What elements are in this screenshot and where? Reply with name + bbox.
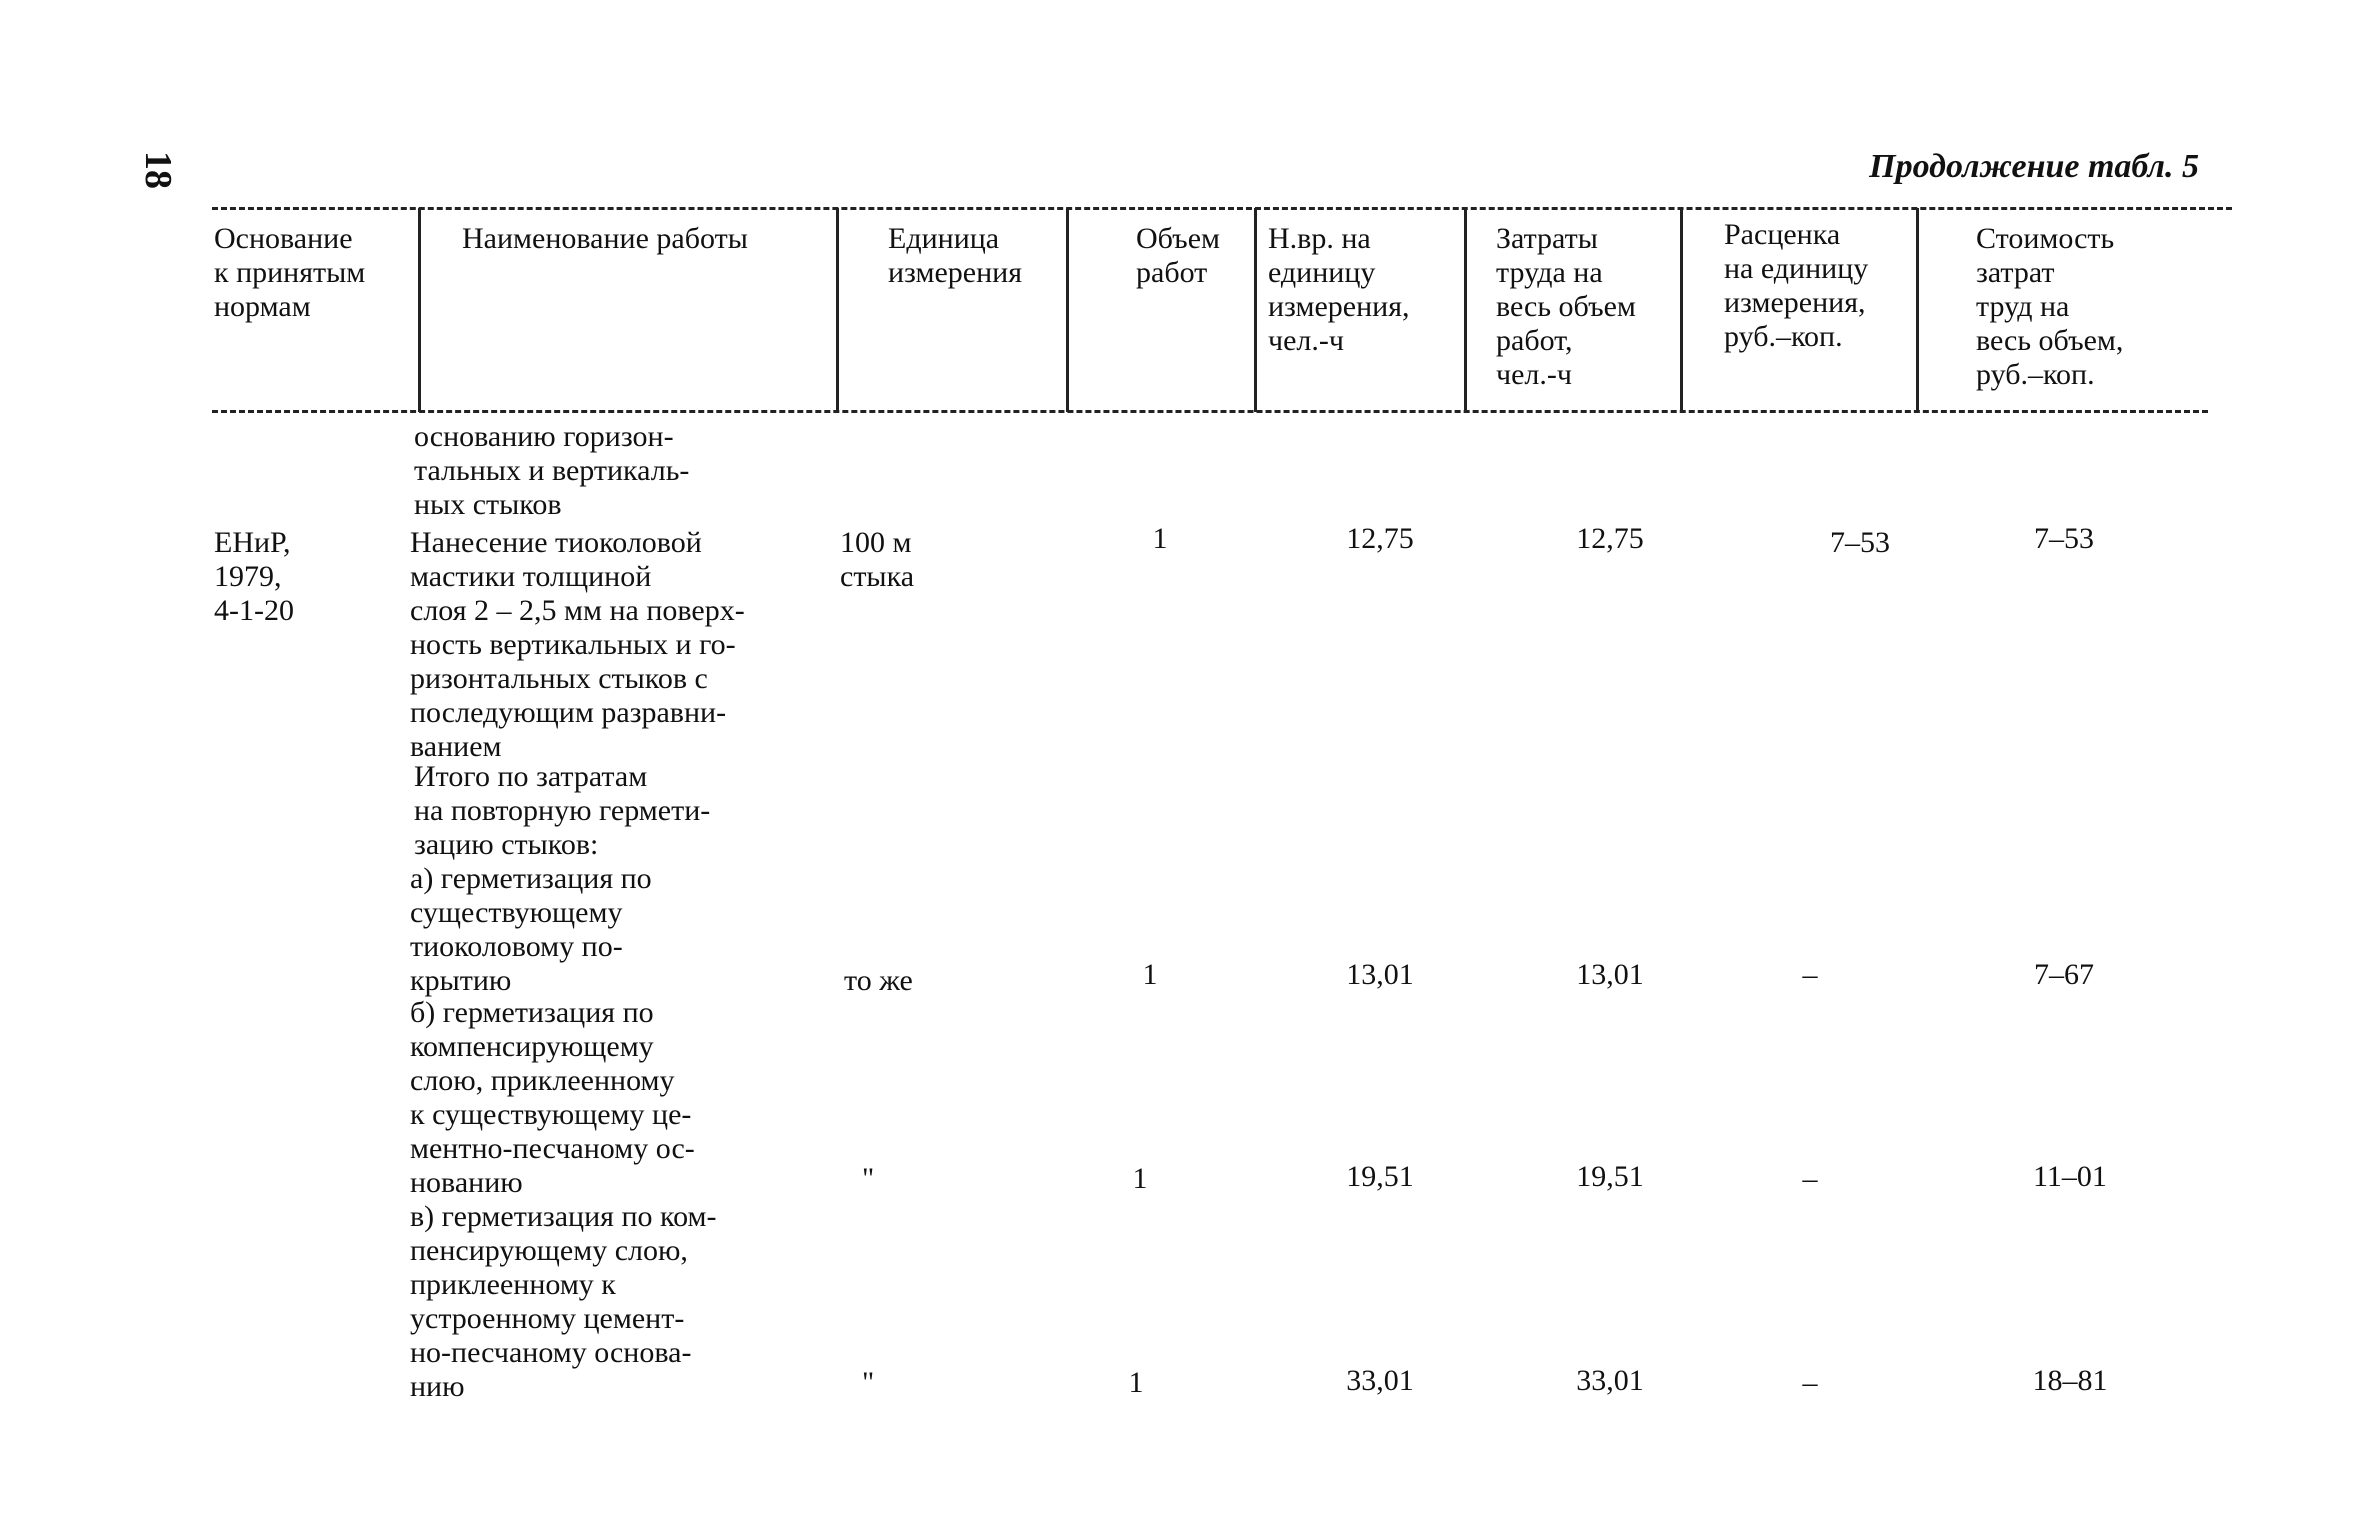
- item-cost: 11–01: [2033, 1160, 2107, 1193]
- column-divider: [1680, 208, 1683, 412]
- header-norm: Н.вр. на единицу измерения, чел.-ч: [1268, 222, 1410, 357]
- item-name: в) герметизация по ком- пенсирующему слою, приклеенному к устроенному цемент- но-песчаному основа- нию: [410, 1200, 717, 1403]
- row-unit: 100 м стыка: [840, 526, 915, 593]
- item-rate: –: [1802, 958, 1818, 991]
- continued-text: основанию горизон- тальных и вертикаль- ных стыков: [414, 420, 690, 521]
- row-basis: ЕНиР, 1979, 4-1-20: [214, 526, 294, 627]
- item-norm: 13,01: [1346, 958, 1414, 991]
- total-heading: Итого по затратам на повторную гермети- зацию стыков:: [414, 760, 711, 861]
- column-divider: [1916, 208, 1919, 412]
- item-unit: ": [862, 1366, 875, 1399]
- header-cost: Стоимость затрат труд на весь объем, руб.–коп.: [1976, 222, 2124, 391]
- row-work-name: Нанесение тиоколовой мастики толщиной слоя 2 – 2,5 мм на поверх- ность вертикальных и го- ризонтальных стыков с последующим разравни- ванием: [410, 526, 745, 763]
- row-labor: 12,75: [1576, 522, 1644, 555]
- item-name: а) герметизация по существующему тиоколовому по- крытию: [410, 862, 652, 997]
- header-labor: Затраты труда на весь объем работ, чел.-ч: [1496, 222, 1636, 391]
- item-rate: –: [1802, 1366, 1818, 1399]
- row-volume: 1: [1152, 522, 1168, 555]
- column-divider: [1254, 208, 1257, 412]
- row-rate: 7–53: [1830, 526, 1890, 559]
- item-rate: –: [1802, 1162, 1818, 1195]
- table-top-rule: [212, 207, 2232, 210]
- item-labor: 33,01: [1576, 1364, 1644, 1397]
- column-divider: [1464, 208, 1467, 412]
- item-cost: 18–81: [2032, 1364, 2108, 1397]
- item-volume: 1: [1128, 1366, 1144, 1399]
- row-norm: 12,75: [1346, 522, 1414, 555]
- column-divider: [1066, 208, 1069, 412]
- row-cost: 7–53: [2034, 522, 2094, 555]
- header-bottom-rule: [212, 410, 2208, 413]
- item-name: б) герметизация по компенсирующему слою, приклеенному к существующему це- ментно-песчаному ос- нованию: [410, 996, 695, 1199]
- item-volume: 1: [1132, 1162, 1148, 1195]
- column-divider: [418, 208, 421, 412]
- header-basis: Основание к принятым нормам: [214, 222, 366, 323]
- item-labor: 19,51: [1576, 1160, 1644, 1193]
- column-divider: [836, 208, 839, 412]
- header-work-name: Наименование работы: [462, 222, 748, 255]
- item-unit: то же: [844, 964, 913, 997]
- table-caption: Продолжение табл. 5: [1869, 148, 2199, 185]
- header-volume: Объем работ: [1136, 222, 1220, 289]
- header-unit: Единица измерения: [888, 222, 1023, 289]
- item-norm: 33,01: [1346, 1364, 1414, 1397]
- page-number: 18: [137, 151, 179, 189]
- item-unit: ": [862, 1162, 875, 1195]
- item-volume: 1: [1142, 958, 1158, 991]
- item-cost: 7–67: [2034, 958, 2094, 991]
- item-norm: 19,51: [1346, 1160, 1414, 1193]
- header-rate: Расценка на единицу измерения, руб.–коп.: [1724, 218, 1869, 353]
- item-labor: 13,01: [1576, 958, 1644, 991]
